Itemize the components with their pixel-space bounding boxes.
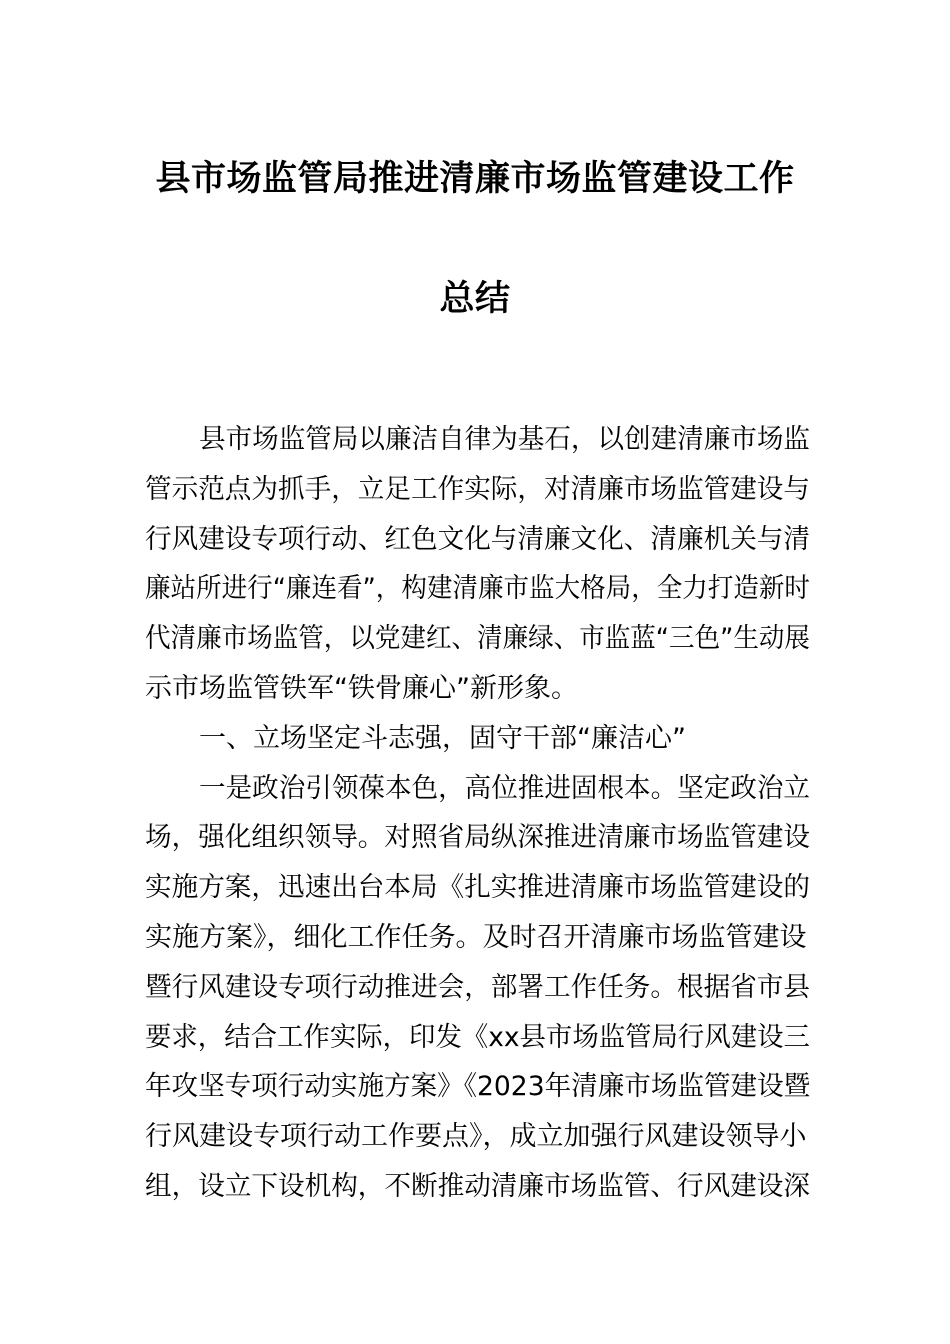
document-title-line-1: 县市场监管局推进清廉市场监管建设工作	[155, 159, 795, 199]
body-line-4: 廉站所进行“廉连看”，构建清廉市监大格局，全力打造新时	[145, 573, 810, 605]
document-title-line-2: 总结	[439, 279, 511, 319]
body-line-5: 代清廉市场监管，以党建红、清廉绿、市监蓝“三色”生动展	[145, 623, 810, 655]
body-line-14: 年攻坚专项行动实施方案》《2023年清廉市场监管建设暨	[145, 1071, 811, 1103]
body-line-3: 行风建设专项行动、红色文化与清廉文化、清廉机关与清	[145, 523, 810, 555]
document-body	[145, 415, 810, 1212]
body-line-6: 示市场监管铁军“铁骨廉心”新形象。	[145, 672, 578, 704]
body-line-1: 县市场监管局以廉洁自律为基石，以创建清廉市场监	[199, 424, 810, 455]
body-line-12: 暨行风建设专项行动推进会，部署工作任务。根据省市县	[145, 971, 810, 1003]
body-line-10: 实施方案，迅速出台本局《扎实推进清廉市场监管建设的	[145, 872, 810, 904]
body-line-11: 实施方案》，细化工作任务。及时召开清廉市场监管建设	[145, 921, 807, 953]
section-heading-1: 一、立场坚定斗志强，固守干部“廉洁心”	[199, 722, 686, 754]
body-line-15: 行风建设专项行动工作要点》，成立加强行风建设领导小	[145, 1121, 807, 1153]
body-line-8: 一是政治引领葆本色，高位推进固根本。坚定政治立	[199, 772, 810, 804]
body-line-9: 场，强化组织领导。对照省局纵深推进清廉市场监管建设	[145, 822, 810, 854]
body-line-13: 要求，结合工作实际，印发《xx县市场监管局行风建设三	[145, 1021, 810, 1053]
body-line-16: 组，设立下设机构，不断推动清廉市场监管、行风建设深	[145, 1170, 810, 1202]
body-line-2: 管示范点为抓手，立足工作实际，对清廉市场监管建设与	[145, 473, 810, 505]
